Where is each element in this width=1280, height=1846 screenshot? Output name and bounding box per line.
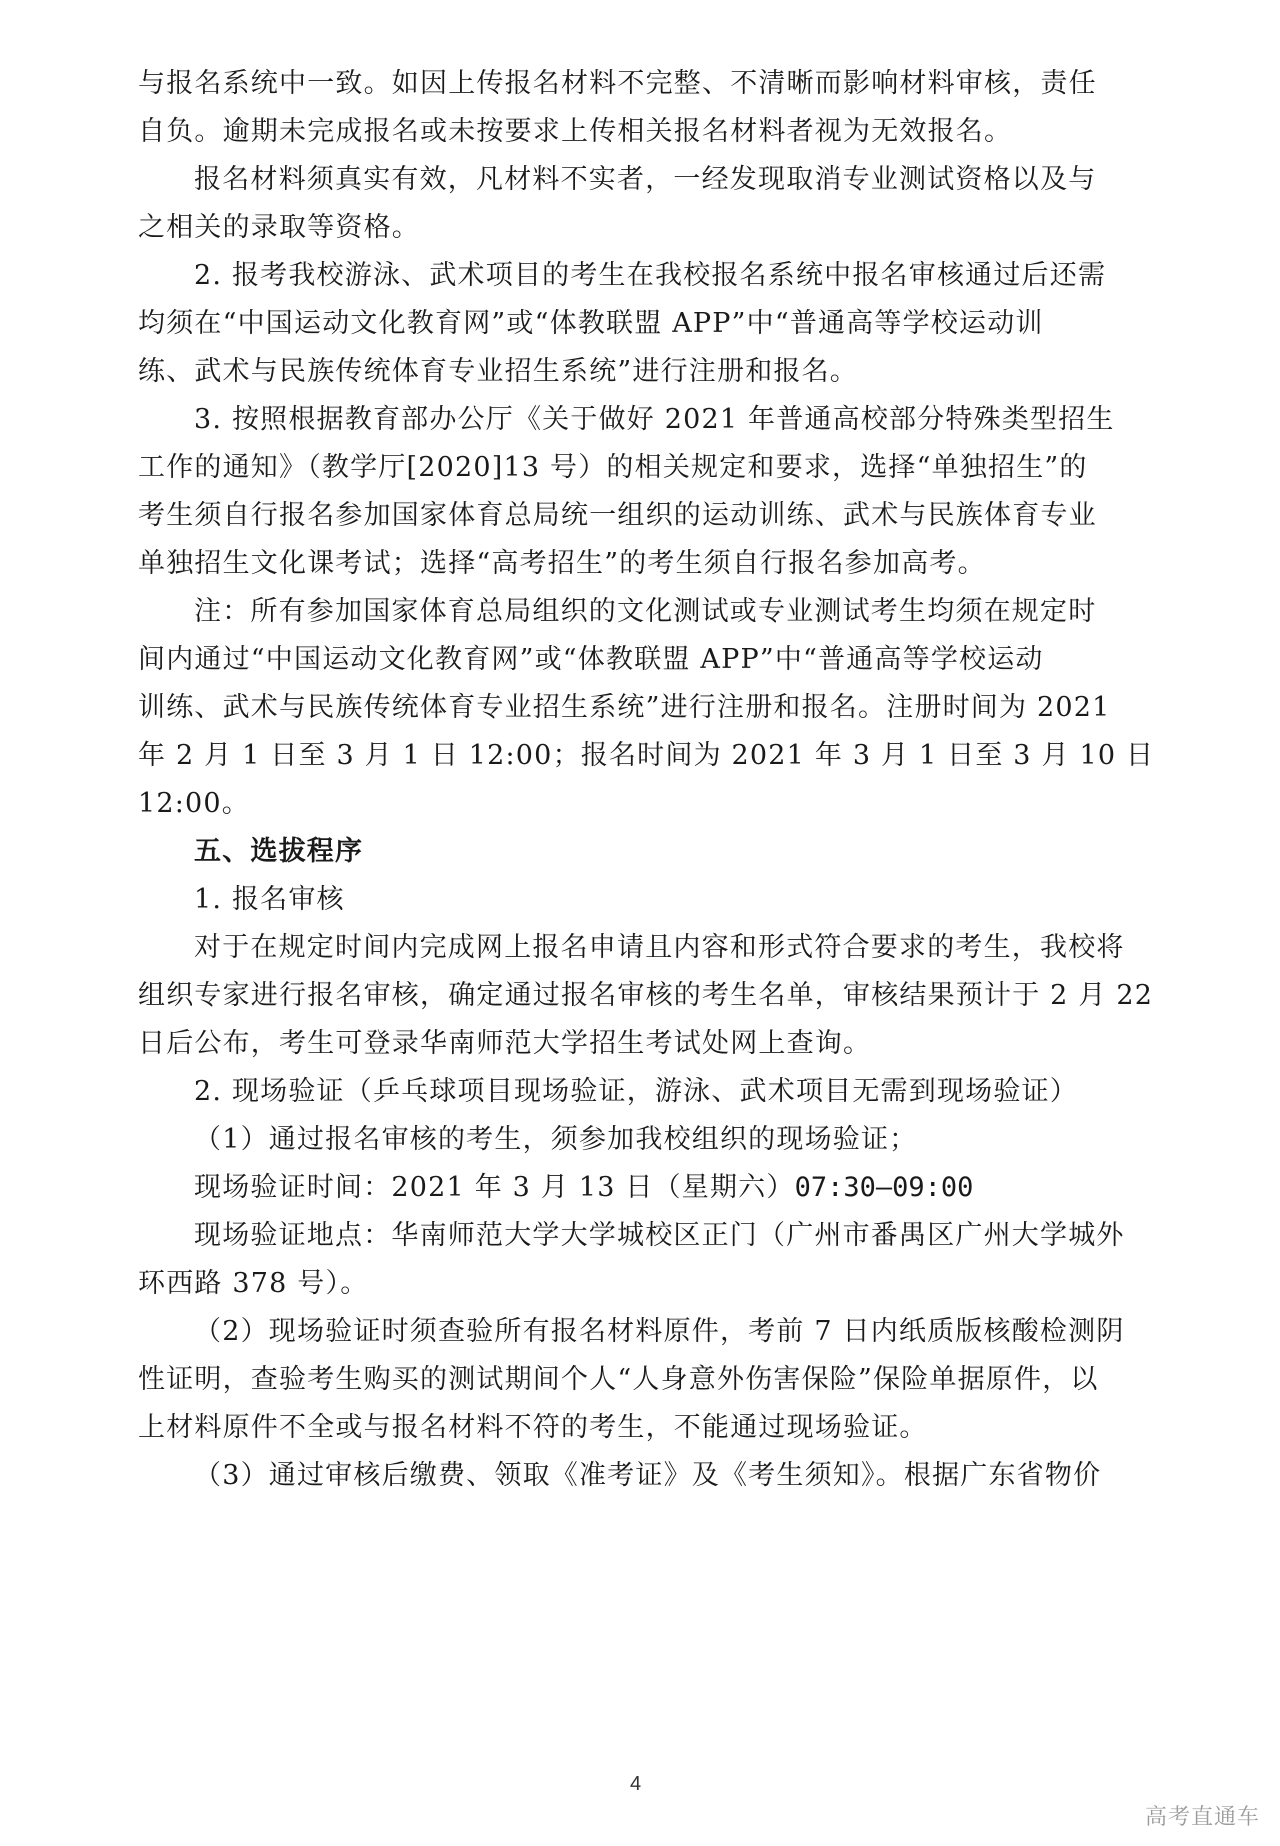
subsection-heading: 2. 现场验证（乒乓球项目现场验证，游泳、武术项目无需到现场验证） xyxy=(194,1076,1078,1107)
text-line: 均须在“中国运动文化教育网”或“体教联盟 APP”中“普通高等学校运动训 xyxy=(138,308,1044,339)
text-line: 工作的通知》（教学厅[2020]13 号）的相关规定和要求，选择“单独招生”的 xyxy=(138,452,1088,483)
text-line: 12:00。 xyxy=(138,788,251,819)
verification-time-line xyxy=(194,1170,973,1206)
text-line: 现场验证地点：华南师范大学大学城校区正门（广州市番禺区广州大学城外 xyxy=(194,1220,1125,1251)
text-line: 训练、武术与民族传统体育专业招生系统”进行注册和报名。注册时间为 2021 xyxy=(138,692,1111,723)
text-line: 练、武术与民族传统体育专业招生系统”进行注册和报名。 xyxy=(138,356,859,387)
text-line: 自负。逾期未完成报名或未按要求上传相关报名材料者视为无效报名。 xyxy=(138,116,1013,147)
text-line: 与报名系统中一致。如因上传报名材料不完整、不清晰而影响材料审核，责任 xyxy=(138,68,1097,99)
text-line: 之相关的录取等资格。 xyxy=(138,212,420,243)
verification-time-label: 现场验证时间：2021 年 3 月 13 日（星期六） xyxy=(194,1172,795,1203)
text-line: 日后公布，考生可登录华南师范大学招生考试处网上查询。 xyxy=(138,1028,872,1059)
text-line: （2）现场验证时须查验所有报名材料原件，考前 7 日内纸质版核酸检测阴 xyxy=(194,1316,1125,1347)
text-line: （1）通过报名审核的考生，须参加我校组织的现场验证； xyxy=(194,1124,918,1155)
text-line: 2. 报考我校游泳、武术项目的考生在我校报名系统中报名审核通过后还需 xyxy=(194,260,1107,291)
text-line: 考生须自行报名参加国家体育总局统一组织的运动训练、武术与民族体育专业 xyxy=(138,500,1097,531)
page-number: 4 xyxy=(630,1773,642,1795)
text-line: 环西路 378 号）。 xyxy=(138,1268,369,1299)
text-line: 3. 按照根据教育部办公厅《关于做好 2021 年普通高校部分特殊类型招生 xyxy=(194,404,1115,435)
text-line: 组织专家进行报名审核，确定通过报名审核的考生名单，审核结果预计于 2 月 22 xyxy=(138,980,1154,1011)
text-line: （3）通过审核后缴费、领取《准考证》及《考生须知》。根据广东省物价 xyxy=(194,1460,1102,1491)
watermark: 高考直通车 xyxy=(1144,1805,1260,1830)
text-line: 年 2 月 1 日至 3 月 1 日 12:00；报名时间为 2021 年 3 月 1 日至 3 月 10 日 xyxy=(138,740,1155,771)
section-heading: 五、选拔程序 xyxy=(194,836,364,867)
text-line: 报名材料须真实有效，凡材料不实者，一经发现取消专业测试资格以及与 xyxy=(194,164,1097,195)
text-line: 性证明，查验考生购买的测试期间个人“人身意外伤害保险”保险单据原件，以 xyxy=(138,1364,1099,1395)
text-line: 单独招生文化课考试；选择“高考招生”的考生须自行报名参加高考。 xyxy=(138,548,986,579)
verification-time-range: 07:30—09:00 xyxy=(794,1172,974,1203)
text-line: 注：所有参加国家体育总局组织的文化测试或专业测试考生均须在规定时 xyxy=(194,596,1097,627)
text-line: 间内通过“中国运动文化教育网”或“体教联盟 APP”中“普通高等学校运动 xyxy=(138,644,1044,675)
text-line: 上材料原件不全或与报名材料不符的考生，不能通过现场验证。 xyxy=(138,1412,928,1443)
text-line: 对于在规定时间内完成网上报名申请且内容和形式符合要求的考生，我校将 xyxy=(194,932,1125,963)
subsection-heading: 1. 报名审核 xyxy=(194,884,345,915)
